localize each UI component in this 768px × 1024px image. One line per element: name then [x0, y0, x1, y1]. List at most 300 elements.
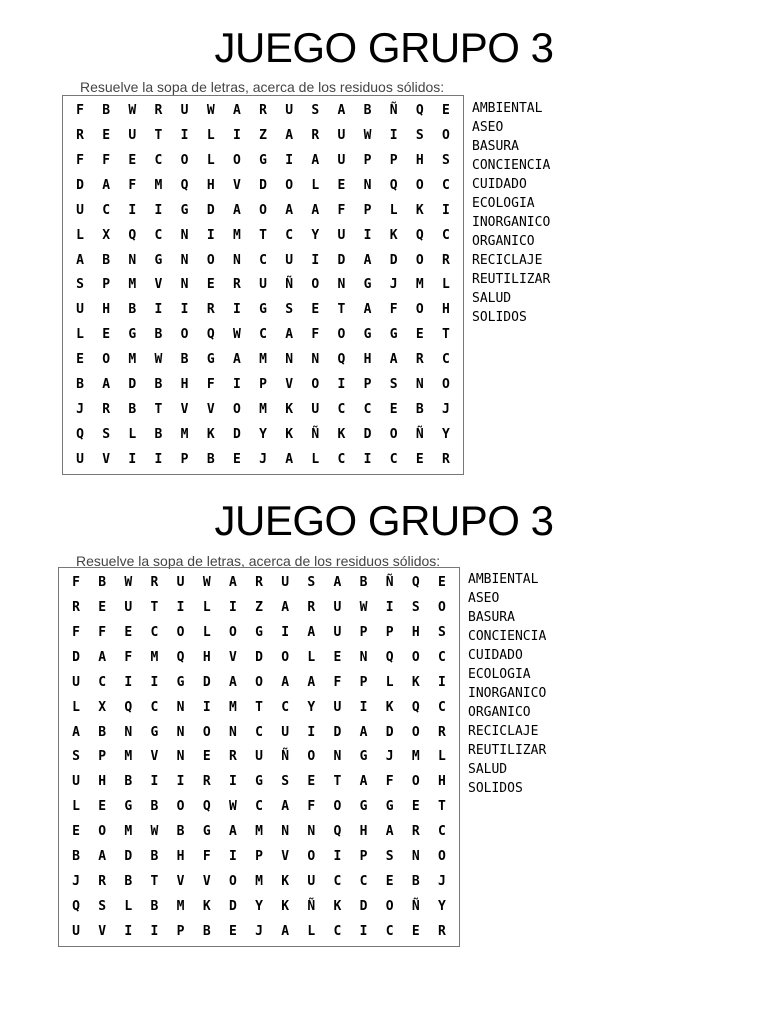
- grid-cell: B: [154, 427, 163, 443]
- grid-cell: R: [72, 599, 80, 615]
- grid-cell: B: [128, 402, 137, 418]
- grid-cell: C: [154, 152, 163, 168]
- grid-cell: N: [337, 277, 346, 293]
- grid-cell: C: [438, 824, 446, 840]
- grid-cell: H: [442, 302, 450, 318]
- grid-cell: D: [228, 899, 237, 915]
- grid-cell: N: [281, 824, 290, 840]
- grid-cell: P: [385, 624, 394, 640]
- grid-cell: T: [259, 227, 267, 243]
- grid-cell: N: [285, 352, 294, 368]
- grid-cell: V: [281, 849, 290, 865]
- grid-cell: M: [128, 277, 137, 293]
- grid-cell: I: [285, 152, 294, 168]
- grid-cell: N: [228, 724, 237, 740]
- grid-cell: O: [415, 252, 424, 268]
- grid-cell: Q: [385, 649, 394, 665]
- grid-cell: I: [281, 624, 290, 640]
- word-list-item: ECOLOGIA: [472, 196, 535, 211]
- grid-cell: R: [442, 452, 450, 468]
- grid-cell: I: [228, 774, 237, 790]
- grid-cell: A: [232, 202, 241, 218]
- grid-cell: G: [176, 674, 185, 690]
- grid-cell: U: [255, 749, 263, 765]
- grid-cell: W: [150, 824, 159, 840]
- word-list-item: CUIDADO: [472, 177, 527, 192]
- grid-cell: P: [389, 152, 398, 168]
- grid-cell: V: [150, 749, 159, 765]
- grid-cell: S: [102, 427, 111, 443]
- grid-cell: N: [180, 277, 189, 293]
- grid-cell: L: [72, 799, 80, 815]
- grid-cell: A: [333, 574, 342, 590]
- grid-cell: A: [72, 724, 80, 740]
- grid-cell: G: [150, 724, 159, 740]
- grid-cell: A: [285, 327, 294, 343]
- grid-cell: C: [255, 799, 263, 815]
- grid-cell: S: [72, 749, 80, 765]
- grid-cell: B: [359, 574, 368, 590]
- grid-cell: L: [206, 127, 215, 143]
- grid-cell: I: [438, 674, 446, 690]
- grid-cell: N: [333, 749, 342, 765]
- grid-cell: K: [337, 427, 346, 443]
- grid-cell: E: [389, 402, 398, 418]
- grid-cell: O: [176, 624, 185, 640]
- grid-cell: D: [359, 899, 368, 915]
- word-list-item: RECICLAJE: [468, 724, 539, 739]
- grid-cell: H: [176, 849, 185, 865]
- grid-cell: J: [255, 924, 263, 940]
- grid-cell: U: [259, 277, 267, 293]
- grid-cell: K: [415, 202, 424, 218]
- grid-cell: O: [228, 624, 237, 640]
- grid-cell: A: [359, 724, 368, 740]
- grid-cell: Z: [255, 599, 263, 615]
- word-list-item: ASEO: [468, 591, 500, 606]
- grid-cell: F: [206, 377, 215, 393]
- grid-cell: B: [206, 452, 215, 468]
- grid-cell: C: [259, 252, 267, 268]
- grid-cell: O: [176, 799, 185, 815]
- grid-cell: R: [150, 574, 159, 590]
- grid-cell: O: [337, 327, 346, 343]
- grid-cell: C: [337, 402, 346, 418]
- grid-cell: D: [202, 674, 211, 690]
- grid-cell: E: [72, 824, 80, 840]
- grid-cell: N: [415, 377, 424, 393]
- grid-cell: A: [389, 352, 398, 368]
- grid-cell: B: [176, 824, 185, 840]
- grid-cell: I: [176, 599, 185, 615]
- grid-cell: E: [128, 152, 137, 168]
- grid-cell: G: [359, 749, 368, 765]
- grid-cell: F: [333, 674, 342, 690]
- grid-cell: F: [98, 624, 107, 640]
- grid-cell: G: [363, 327, 372, 343]
- grid-cell: D: [259, 177, 267, 193]
- grid-cell: M: [411, 749, 420, 765]
- grid-cell: U: [307, 874, 316, 890]
- grid-cell: A: [228, 824, 237, 840]
- grid-cell: B: [76, 377, 84, 393]
- grid-cell: J: [76, 402, 84, 418]
- page-title: JUEGO GRUPO 3: [214, 497, 554, 544]
- grid-cell: A: [281, 799, 290, 815]
- word-list-item: RECICLAJE: [472, 253, 543, 268]
- grid-cell: J: [385, 749, 394, 765]
- grid-cell: U: [72, 924, 80, 940]
- grid-cell: R: [255, 574, 263, 590]
- grid-cell: U: [176, 574, 185, 590]
- grid-cell: D: [232, 427, 241, 443]
- grid-cell: R: [228, 749, 237, 765]
- grid-cell: W: [206, 102, 215, 118]
- instruction-text: Resuelve la sopa de letras, acerca de los residuos sólidos:: [80, 79, 445, 95]
- grid-cell: H: [98, 774, 107, 790]
- grid-cell: K: [411, 674, 420, 690]
- grid-cell: K: [285, 402, 294, 418]
- grid-cell: N: [232, 252, 241, 268]
- grid-cell: K: [389, 227, 398, 243]
- grid-cell: I: [150, 774, 159, 790]
- grid-cell: V: [228, 649, 237, 665]
- page-title: JUEGO GRUPO 3: [214, 24, 554, 71]
- grid-cell: K: [385, 699, 394, 715]
- grid-cell: J: [442, 402, 450, 418]
- grid-cell: C: [438, 649, 446, 665]
- grid-cell: D: [385, 724, 394, 740]
- grid-cell: A: [281, 599, 290, 615]
- grid-cell: J: [438, 874, 446, 890]
- grid-cell: G: [255, 624, 263, 640]
- grid-cell: T: [150, 874, 159, 890]
- grid-cell: O: [311, 277, 320, 293]
- grid-cell: A: [285, 127, 294, 143]
- grid-cell: B: [124, 774, 133, 790]
- grid-cell: Q: [337, 352, 346, 368]
- grid-cell: O: [385, 899, 394, 915]
- grid-cell: R: [311, 127, 320, 143]
- grid-cell: O: [180, 152, 189, 168]
- grid-cell: W: [128, 102, 137, 118]
- grid-cell: H: [359, 824, 368, 840]
- grid-cell: U: [311, 402, 320, 418]
- word-list-item: INORGANICO: [472, 215, 551, 230]
- grid-cell: B: [202, 924, 211, 940]
- grid-cell: R: [442, 252, 450, 268]
- grid-cell: O: [232, 152, 241, 168]
- grid-cell: C: [438, 699, 446, 715]
- grid-cell: G: [385, 799, 394, 815]
- grid-cell: M: [259, 352, 267, 368]
- grid-cell: A: [359, 774, 368, 790]
- grid-cell: F: [389, 302, 398, 318]
- grid-cell: O: [411, 649, 420, 665]
- grid-cell: B: [415, 402, 424, 418]
- grid-cell: B: [102, 252, 111, 268]
- grid-cell: U: [281, 724, 290, 740]
- grid-cell: O: [389, 427, 398, 443]
- grid-cell: G: [154, 252, 163, 268]
- grid-cell: S: [442, 152, 450, 168]
- grid-cell: L: [128, 427, 137, 443]
- grid-cell: V: [285, 377, 294, 393]
- grid-cell: C: [333, 924, 342, 940]
- grid-cell: R: [438, 724, 446, 740]
- grid-cell: R: [259, 102, 267, 118]
- grid-cell: K: [202, 899, 211, 915]
- grid-cell: D: [76, 177, 84, 193]
- grid-cell: I: [202, 699, 211, 715]
- grid-cell: E: [76, 352, 84, 368]
- grid-cell: F: [337, 202, 346, 218]
- grid-cell: I: [363, 227, 372, 243]
- grid-cell: A: [311, 202, 320, 218]
- grid-cell: R: [232, 277, 241, 293]
- grid-cell: F: [202, 849, 211, 865]
- grid-cell: E: [415, 452, 424, 468]
- grid-cell: I: [363, 452, 372, 468]
- grid-cell: E: [337, 177, 346, 193]
- grid-cell: E: [442, 102, 450, 118]
- grid-cell: E: [102, 327, 111, 343]
- grid-cell: O: [102, 352, 111, 368]
- grid-cell: U: [337, 152, 346, 168]
- grid-cell: F: [385, 774, 394, 790]
- word-list-item: SOLIDOS: [468, 781, 523, 796]
- grid-cell: P: [363, 202, 372, 218]
- grid-cell: H: [102, 302, 111, 318]
- grid-cell: I: [337, 377, 346, 393]
- word-list-item: BASURA: [472, 139, 519, 154]
- grid-cell: B: [128, 302, 137, 318]
- grid-cell: Q: [206, 327, 215, 343]
- grid-cell: I: [154, 202, 163, 218]
- grid-cell: I: [124, 674, 133, 690]
- grid-cell: I: [128, 452, 137, 468]
- grid-cell: I: [128, 202, 137, 218]
- grid-cell: H: [206, 177, 215, 193]
- word-list-item: ORGANICO: [472, 234, 535, 249]
- grid-cell: C: [102, 202, 111, 218]
- grid-cell: L: [124, 899, 133, 915]
- grid-cell: U: [128, 127, 137, 143]
- grid-cell: Z: [259, 127, 267, 143]
- grid-cell: F: [76, 152, 84, 168]
- grid-cell: N: [176, 749, 185, 765]
- grid-cell: U: [285, 102, 294, 118]
- grid-cell: Q: [415, 102, 424, 118]
- grid-cell: I: [442, 202, 450, 218]
- grid-cell: N: [180, 227, 189, 243]
- grid-cell: E: [98, 599, 107, 615]
- grid-cell: F: [124, 649, 133, 665]
- grid-cell: E: [202, 749, 211, 765]
- grid-cell: I: [385, 599, 394, 615]
- grid-cell: C: [389, 452, 398, 468]
- grid-cell: A: [98, 649, 107, 665]
- grid-cell: I: [232, 377, 241, 393]
- word-list-item: ASEO: [472, 120, 504, 135]
- grid-cell: B: [150, 799, 159, 815]
- grid-cell: N: [128, 252, 137, 268]
- grid-cell: C: [442, 352, 450, 368]
- grid-cell: K: [281, 874, 290, 890]
- word-list-item: SOLIDOS: [472, 310, 527, 325]
- grid-cell: R: [411, 824, 420, 840]
- grid-cell: B: [150, 899, 159, 915]
- grid-cell: E: [232, 452, 241, 468]
- grid-cell: R: [154, 102, 163, 118]
- grid-cell: Ñ: [385, 574, 394, 590]
- grid-cell: Q: [72, 899, 80, 915]
- grid-cell: V: [180, 402, 189, 418]
- grid-cell: M: [255, 874, 263, 890]
- grid-cell: C: [259, 327, 267, 343]
- grid-cell: N: [176, 724, 185, 740]
- grid-cell: I: [228, 599, 237, 615]
- grid-cell: E: [385, 874, 394, 890]
- grid-cell: L: [311, 452, 320, 468]
- grid-cell: O: [285, 177, 294, 193]
- grid-cell: R: [202, 774, 211, 790]
- grid-cell: R: [76, 127, 84, 143]
- grid-cell: Q: [415, 227, 424, 243]
- grid-cell: S: [415, 127, 424, 143]
- grid-cell: S: [307, 574, 316, 590]
- grid-cell: D: [206, 202, 215, 218]
- grid-cell: G: [363, 277, 372, 293]
- grid-cell: I: [154, 302, 163, 318]
- grid-cell: A: [285, 452, 294, 468]
- grid-cell: B: [154, 377, 163, 393]
- grid-cell: O: [307, 749, 316, 765]
- grid-cell: F: [128, 177, 137, 193]
- grid-cell: P: [98, 749, 107, 765]
- grid-cell: C: [98, 674, 107, 690]
- grid-cell: A: [232, 102, 241, 118]
- grid-cell: P: [259, 377, 267, 393]
- grid-cell: C: [281, 699, 290, 715]
- grid-cell: P: [102, 277, 111, 293]
- grid-cell: O: [98, 824, 107, 840]
- grid-cell: U: [337, 127, 346, 143]
- word-list: [468, 570, 546, 798]
- grid-cell: C: [255, 724, 263, 740]
- grid-cell: W: [232, 327, 241, 343]
- grid-cell: O: [415, 302, 424, 318]
- grid-cell: S: [411, 599, 420, 615]
- grid-cell: G: [259, 152, 267, 168]
- grid-cell: C: [150, 699, 159, 715]
- grid-cell: A: [385, 824, 394, 840]
- grid-cell: G: [124, 799, 133, 815]
- grid-cell: M: [180, 427, 189, 443]
- grid-cell: P: [176, 924, 185, 940]
- grid-cell: L: [76, 227, 84, 243]
- grid-cell: J: [72, 874, 80, 890]
- grid-cell: H: [363, 352, 372, 368]
- grid-cell: Ñ: [411, 899, 420, 915]
- grid-cell: O: [438, 849, 446, 865]
- grid-cell: Q: [176, 649, 185, 665]
- grid-cell: M: [150, 649, 159, 665]
- grid-cell: E: [411, 799, 420, 815]
- grid-cell: B: [124, 874, 133, 890]
- grid-cell: H: [438, 774, 446, 790]
- grid-cell: U: [337, 227, 346, 243]
- grid-cell: V: [154, 277, 163, 293]
- grid-cell: Q: [333, 824, 342, 840]
- grid-cell: W: [124, 574, 133, 590]
- grid-cell: M: [228, 699, 237, 715]
- grid-cell: O: [411, 774, 420, 790]
- grid-cell: Y: [259, 427, 267, 443]
- word-list-item: ECOLOGIA: [468, 667, 531, 682]
- grid-cell: L: [76, 327, 84, 343]
- grid-cell: P: [363, 152, 372, 168]
- grid-cell: D: [124, 849, 133, 865]
- grid-cell: P: [359, 624, 368, 640]
- grid-cell: O: [180, 327, 189, 343]
- grid-cell: S: [76, 277, 84, 293]
- grid-cell: I: [311, 252, 320, 268]
- grid-cell: F: [72, 624, 80, 640]
- grid-cell: D: [389, 252, 398, 268]
- word-list-item: REUTILIZAR: [472, 272, 551, 287]
- grid-cell: N: [411, 849, 420, 865]
- grid-cell: G: [359, 799, 368, 815]
- grid-cell: B: [180, 352, 189, 368]
- grid-cell: R: [307, 599, 316, 615]
- word-search-grid: [62, 95, 464, 475]
- grid-cell: F: [76, 102, 84, 118]
- grid-cell: A: [102, 177, 111, 193]
- grid-cell: J: [259, 452, 267, 468]
- grid-cell: P: [255, 849, 263, 865]
- grid-cell: U: [124, 599, 133, 615]
- grid-cell: L: [206, 152, 215, 168]
- grid-cell: L: [389, 202, 398, 218]
- grid-cell: D: [333, 724, 342, 740]
- grid-cell: H: [411, 624, 420, 640]
- grid-cell: Ñ: [389, 102, 398, 118]
- grid-cell: R: [98, 874, 107, 890]
- word-list-item: BASURA: [468, 610, 515, 625]
- grid-cell: R: [438, 924, 446, 940]
- grid-cell: V: [232, 177, 241, 193]
- grid-cell: D: [72, 649, 80, 665]
- grid-cell: O: [228, 874, 237, 890]
- word-list-item: AMBIENTAL: [472, 101, 543, 116]
- grid-cell: U: [76, 302, 84, 318]
- grid-cell: N: [307, 824, 316, 840]
- grid-cell: V: [202, 874, 211, 890]
- grid-cell: S: [98, 899, 107, 915]
- grid-cell: U: [333, 699, 342, 715]
- grid-cell: N: [124, 724, 133, 740]
- grid-cell: I: [359, 924, 368, 940]
- grid-cell: V: [98, 924, 107, 940]
- grid-cell: Ñ: [307, 899, 316, 915]
- grid-cell: N: [363, 177, 372, 193]
- grid-cell: I: [180, 127, 189, 143]
- grid-cell: W: [154, 352, 163, 368]
- word-list-item: AMBIENTAL: [468, 572, 539, 587]
- grid-cell: G: [180, 202, 189, 218]
- grid-cell: L: [72, 699, 80, 715]
